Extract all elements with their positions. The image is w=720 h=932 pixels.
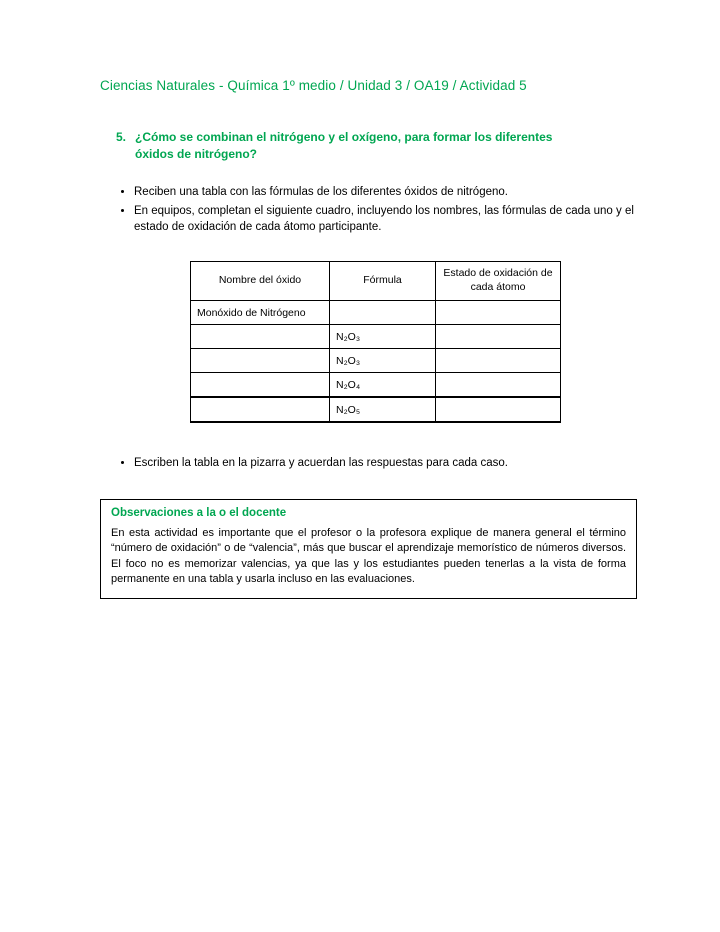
activity-question [116, 129, 586, 164]
table-row [191, 373, 561, 398]
question-number: 5. [116, 130, 127, 144]
cell-nombre [191, 349, 330, 373]
column-header-estado: Estado de oxidación de cada átomo [436, 262, 561, 301]
teacher-note-title: Observaciones a la o el docente [111, 507, 287, 520]
teacher-note-box [100, 499, 637, 599]
cell-formula: N₂O₄ [330, 373, 436, 398]
list-item: • Reciben una tabla con las fórmulas de los diferentes óxidos de nitrógeno. [134, 184, 637, 200]
cell-formula [330, 301, 436, 325]
cell-formula: N₂O₃ [330, 325, 436, 349]
cell-estado [436, 349, 561, 373]
cell-formula: N₂O₅ [330, 397, 436, 422]
question-text: ¿Cómo se combinan el nitrógeno y el oxígeno, para formar los diferentes óxidos de nitrógeno? [135, 130, 553, 162]
cell-formula: N₂O₃ [330, 349, 436, 373]
cell-nombre [191, 373, 330, 398]
cell-estado [436, 373, 561, 398]
cell-nombre [191, 397, 330, 422]
cell-nombre [191, 325, 330, 349]
column-header-formula: Fórmula [330, 262, 436, 301]
cell-estado [436, 397, 561, 422]
cell-nombre: Monóxido de Nitrógeno [191, 301, 330, 325]
instruction-list [100, 184, 637, 235]
list-item: • Escriben la tabla en la pizarra y acuerdan las respuestas para cada caso. [134, 455, 637, 471]
cell-estado [436, 301, 561, 325]
table-row [191, 397, 561, 422]
table-header-row [191, 262, 561, 301]
closing-instruction-list [100, 455, 637, 471]
table-row [191, 325, 561, 349]
column-header-nombre: Nombre del óxido [191, 262, 330, 301]
table-row [191, 349, 561, 373]
table-row [191, 301, 561, 325]
cell-estado [436, 325, 561, 349]
oxide-table [190, 261, 561, 423]
page-title: Ciencias Naturales - Química 1º medio / Unidad 3 / OA19 / Actividad 5 [100, 78, 527, 93]
list-item: • En equipos, completan el siguiente cuadro, incluyendo los nombres, las fórmulas de cada uno y el estado de oxidación de cada átomo participante. [134, 203, 637, 235]
teacher-note-body: En esta actividad es importante que el profesor o la profesora explique de manera general el término “número de oxidación” o de “valencia”, más que buscar el aprendizaje memorístico de números diversos. El foco no es memorizar valencias, ya que las y los estudiantes pueden tenerlas a la vista de forma permanente en una tabla y usarla incluso en las evaluaciones. [111, 527, 626, 585]
